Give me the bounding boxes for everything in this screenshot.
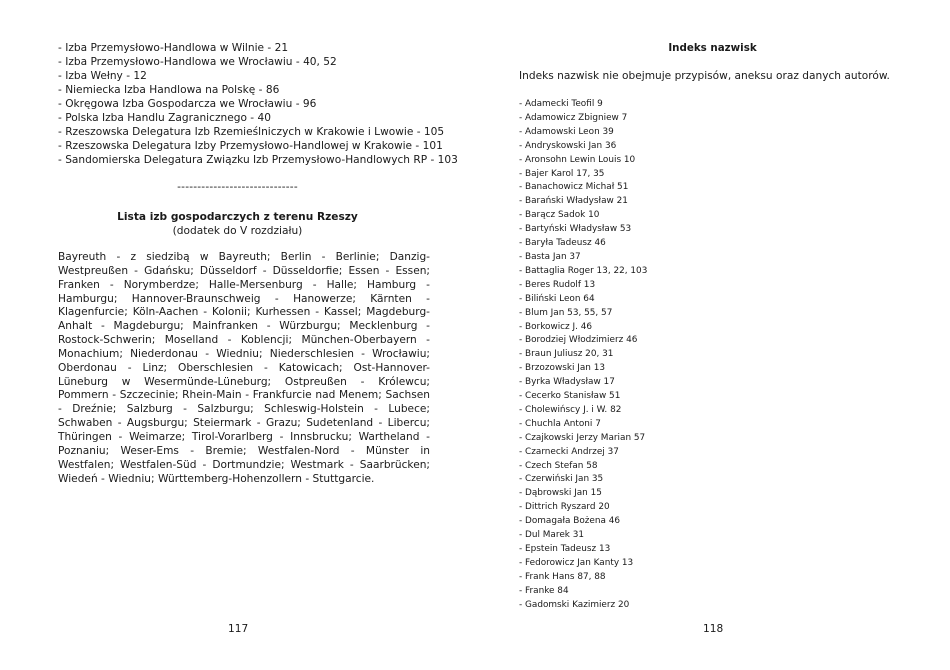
chamber-list-item: - Izba Wełny - 12 — [58, 70, 147, 82]
index-entry: - Braun Juliusz 20, 31 — [519, 349, 614, 360]
name-index-list — [519, 98, 647, 613]
index-entry: - Cecerko Stanisław 51 — [519, 391, 621, 402]
index-entry: - Franke 84 — [519, 585, 569, 596]
index-entry: - Andryskowski Jan 36 — [519, 140, 617, 151]
section-subheading: (dodatek do V rozdziału) — [172, 225, 303, 237]
index-entry: - Czech Stefan 58 — [519, 460, 598, 471]
chamber-list — [58, 41, 458, 167]
index-entry: - Domagała Bożena 46 — [519, 516, 621, 527]
index-entry: - Bajer Karol 17, 35 — [519, 168, 605, 179]
index-entry: - Basta Jan 37 — [519, 251, 581, 262]
index-entry: - Bartyński Władysław 53 — [519, 224, 632, 235]
index-entry: - Borkowicz J. 46 — [519, 321, 593, 332]
index-entry: - Barącz Sadok 10 — [519, 210, 600, 221]
index-entry: - Battaglia Roger 13, 22, 103 — [519, 265, 648, 276]
chamber-list-item: - Rzeszowska Delegatura Izby Przemysłowo-Handlowej w Krakowie - 101 — [58, 140, 443, 152]
chamber-list-item: - Sandomierska Delegatura Związku Izb Przemysłowo-Handlowych RP - 103 — [58, 154, 458, 166]
index-entry: - Adamecki Teofil 9 — [519, 99, 603, 109]
index-entry: - Byrka Władysław 17 — [519, 377, 615, 388]
chamber-list-item: - Niemiecka Izba Handlowa na Polskę - 86 — [58, 84, 280, 96]
index-entry: - Baryła Tadeusz 46 — [519, 238, 606, 249]
index-entry: - Czarnecki Andrzej 37 — [519, 446, 619, 457]
section-separator: ------------------------------ — [177, 181, 298, 193]
index-entry: - Dul Marek 31 — [519, 530, 585, 541]
chamber-list-item: - Polska Izba Handlu Zagranicznego - 40 — [58, 112, 271, 124]
chamber-list-item: - Okręgowa Izba Gospodarcza we Wrocławiu - 96 — [58, 98, 317, 110]
index-entry: - Czerwiński Jan 35 — [519, 474, 604, 485]
chamber-list-item: - Rzeszowska Delegatura Izb Rzemieślniczych w Krakowie i Lwowie - 105 — [58, 126, 445, 138]
page-number-left: 117 — [228, 623, 249, 635]
chamber-list-item: - Izba Przemysłowo-Handlowa we Wrocławiu - 40, 52 — [58, 56, 337, 68]
index-entry: - Czajkowski Jerzy Marian 57 — [519, 432, 646, 443]
index-entry: - Brzozowski Jan 13 — [519, 363, 606, 374]
right-page — [475, 0, 950, 670]
index-entry: - Barański Władysław 21 — [519, 196, 628, 207]
chamber-locations-paragraph: Bayreuth - z siedzibą w Bayreuth; Berlin - Berlinie; Danzig-Westpreußen - Gdańsku; Düsseldorf - Düsseldorfie; Essen - Essen; Franken - Norymberdze; Halle-Mersenburg - Halle; Hamburg - Hamburgu; Hannover-Braunschweig - Hanowerze; Kärnten - Klagenfurcie; Köln-Aachen - Kolonii; Kurhessen - Kassel; Magdeburg-Anhalt - Magdeburgu; Mainfranken - Würzburgu; Mecklenburg - Rostock-Schwerin; Moselland - Koblencji; München-Oberbayern - Monachium; Niederdonau - Wiedniu; Niederschlesien - Wrocławiu; Oberdonau - Linz; Oberschlesien - Katowicach; Ost-Hannover-Lüneburg w Wesermünde-Lüneburg; Ostpreußen - Królewcu; Pommern - Szczecinie; Rhein-Main - Frankfurcie nad Menem; Sachsen - Dreźnie; Salzburg - Salzburgu; Schleswig-Holstein - Lubece; Schwaben - Augsburgu; Steiermark - Grazu; Sudetenland - Libercu; Thüringen - Weimarze; Tirol-Vorarlberg - Innsbrucku; Wartheland - Poznaniu; Weser-Ems - Bremie; Westfalen-Nord - Münster in Westfalen; Westfalen-Süd - Dortmundzie; Westmark - Saarbrücken; Wiedeń - Wiedniu; Württemberg-Hohenzollern - Stuttgarcie. — [58, 251, 430, 485]
index-entry: - Biliński Leon 64 — [519, 293, 595, 304]
index-entry: - Dittrich Ryszard 20 — [519, 502, 610, 513]
index-entry: - Adamowski Leon 39 — [519, 126, 614, 137]
index-entry: - Beres Rudolf 13 — [519, 279, 596, 290]
index-entry: - Blum Jan 53, 55, 57 — [519, 307, 613, 318]
index-entry: - Aronsohn Lewin Louis 10 — [519, 154, 636, 165]
index-entry: - Dąbrowski Jan 15 — [519, 488, 602, 499]
index-entry: - Chuchla Antoni 7 — [519, 418, 601, 429]
index-entry: - Gadomski Kazimierz 20 — [519, 599, 630, 610]
index-note: Indeks nazwisk nie obejmuje przypisów, aneksu oraz danych autorów. — [519, 70, 890, 82]
chamber-list-item: - Izba Przemysłowo-Handlowa w Wilnie - 21 — [58, 42, 289, 54]
index-entry: - Adamowicz Zbigniew 7 — [519, 112, 628, 123]
section-heading: Lista izb gospodarczych z terenu Rzeszy — [117, 211, 358, 223]
index-entry: - Cholewińscy J. i W. 82 — [519, 404, 622, 415]
index-entry: - Banachowicz Michał 51 — [519, 182, 629, 193]
index-entry: - Epstein Tadeusz 13 — [519, 544, 611, 554]
index-entry: - Frank Hans 87, 88 — [519, 571, 606, 582]
index-entry: - Borodziej Włodzimierz 46 — [519, 335, 638, 346]
index-entry: - Fedorowicz Jan Kanty 13 — [519, 557, 634, 568]
index-title: Indeks nazwisk — [668, 42, 757, 54]
page-number-right: 118 — [703, 623, 724, 635]
